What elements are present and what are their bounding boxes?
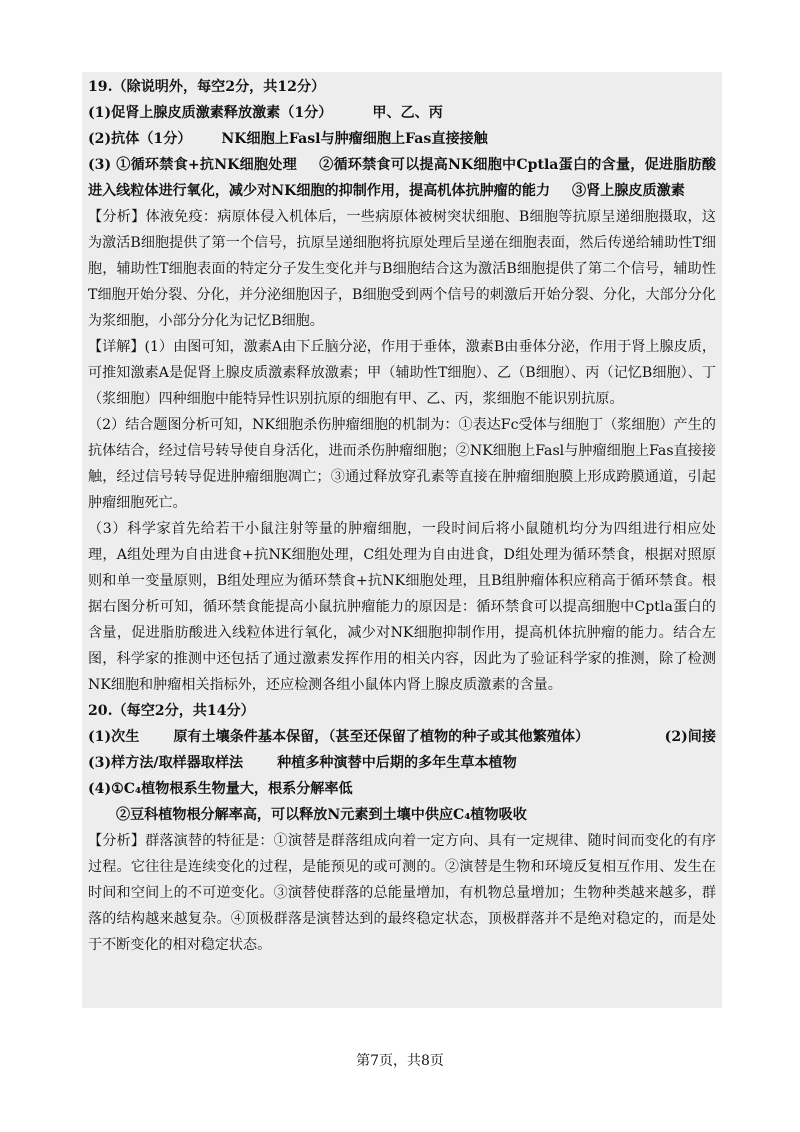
q19-analysis: 【分析】体液免疫：病原体侵入机体后，一些病原体被树突状细胞、B细胞等抗原呈递细胞摄取，这为激活B细胞提供了第一个信号，抗原呈递细胞将抗原处理后呈递在细胞表面，然后传递给辅助性T细胞，辅助性T细胞表面的特定分子发生变化并与B细胞结合这为激活B细胞提供了第二个信号，辅助性T细胞开始分裂、分化，并分泌细胞因子，B细胞受到两个信号的刺激后开始分裂、分化，大部分分化为浆细胞，小部分分化为记忆B细胞。 [88,209,716,329]
q19-detail-2: （2）结合题图分析可知，NK细胞杀伤肿瘤细胞的机制为：①表达Fc受体与细胞丁（浆细胞）产生的抗体结合，经过信号转导使自身活化，进而杀伤肿瘤细胞；②NK细胞上Fasl与肿瘤细胞上Fas直接接触，经过信号转导促进肿瘤细胞凋亡；③通过释放穿孔素等直接在肿瘤细胞膜上形成跨膜通道，引起肿瘤细胞死亡。 [88,417,716,511]
q19-answer-3 [88,152,716,204]
q20-answer-4-1: (4)①C₄植物根系生物量大，根系分解率低 [88,781,353,797]
q20-answer-2: (2)间接 [664,729,716,745]
q20-answer-3 [88,750,716,776]
q20-answer-4-2: ②豆科植物根分解率高，可以释放N元素到土壤中供应C₄植物吸收 [116,807,527,823]
q20-answer-1 [88,724,589,750]
q20-analysis: 【分析】群落演替的特征是：①演替是群落组成向着一定方向、具有一定规律、随时间而变化的有序过程。它往往是连续变化的过程，是能预见的或可测的。②演替是生物和环境反复相互作用、发生在时间和空间上的不可逆变化。③演替使群落的总能量增加，有机物总量增加；生物种类越来越多，群落的结构越来越复杂。④顶极群落是演替达到的最终稳定状态，顶极群落并不是绝对稳定的，而是处于不断变化的相对稳定状态。 [88,833,716,953]
page-number: 第7页，共8页 [356,1053,444,1069]
q19-answer-3-part1: (3) ①循环禁食+抗NK细胞处理 [88,157,297,173]
q19-detail-3: （3）科学家首先给若干小鼠注射等量的肿瘤细胞，一段时间后将小鼠随机均分为四组进行相应处理，A组处理为自由进食+抗NK细胞处理，C组处理为自由进食，D组处理为循环禁食，根据对照原则和单一变量原则，B组处理应为循环禁食+抗NK细胞处理，且B组肿瘤体积应稍高于循环禁食。根据右图分析可知，循环禁食能提高小鼠抗肿瘤能力的原因是：循环禁食可以提高细胞中Cptla蛋白的含量，促进脂肪酸进入线粒体进行氧化，减少对NK细胞抑制作用，提高机体抗肿瘤的能力。结合左图，科学家的推测中还包括了通过激素发挥作用的相关内容，因此为了验证科学家的推测，除了检测NK细胞和肿瘤相关指标外，还应检测各组小鼠体内肾上腺皮质激素的含量。 [88,521,716,693]
q19-answer-1-value: 甲、乙、丙 [372,105,443,121]
q19-answer-2-value: NK细胞上Fasl与肿瘤细胞上Fas直接接触 [221,131,488,147]
q19-answer-1-label: (1)促肾上腺皮质激素释放激素（1分） [88,105,333,121]
q20-answer-1-value: 原有土壤条件基本保留，（甚至还保留了植物的种子或其他繁殖体） [173,729,590,745]
q19-answer-2 [88,126,716,152]
answer-content [88,74,716,958]
q19-answer-3-part3: ③肾上腺皮质激素 [572,183,685,199]
q20-answer-1-2 [88,724,716,750]
q20-answer-3-value: 种植多种演替中后期的多年生草本植物 [277,755,517,771]
q19-answer-3-part2: ②循环禁食可以提高NK细胞中Cptla蛋白的含量，促进脂肪酸进入线粒体进行氧化，减少对NK细胞的抑制作用，提高机体抗肿瘤的能力 [88,157,716,199]
q20-answer-1-label: (1)次生 [88,729,140,745]
q20-heading: 20.（每空2分，共14分） [88,703,255,719]
q20-answer-3-label: (3)样方法/取样器取样法 [88,755,244,771]
q19-answer-1 [88,100,716,126]
q19-heading: 19.（除说明外，每空2分，共12分） [88,79,326,95]
q19-detail-1: 【详解】(1）由图可知，激素A由下丘脑分泌，作用于垂体，激素B由垂体分泌，作用于肾上腺皮质，可推知激素A是促肾上腺皮质激素释放激素；甲（辅助性T细胞）、乙（B细胞）、丙（记忆B细胞）、丁（浆细胞）四种细胞中能特异性识别抗原的细胞有甲、乙、丙，浆细胞不能识别抗原。 [88,339,716,407]
q19-answer-2-label: (2)抗体（1分） [88,131,192,147]
